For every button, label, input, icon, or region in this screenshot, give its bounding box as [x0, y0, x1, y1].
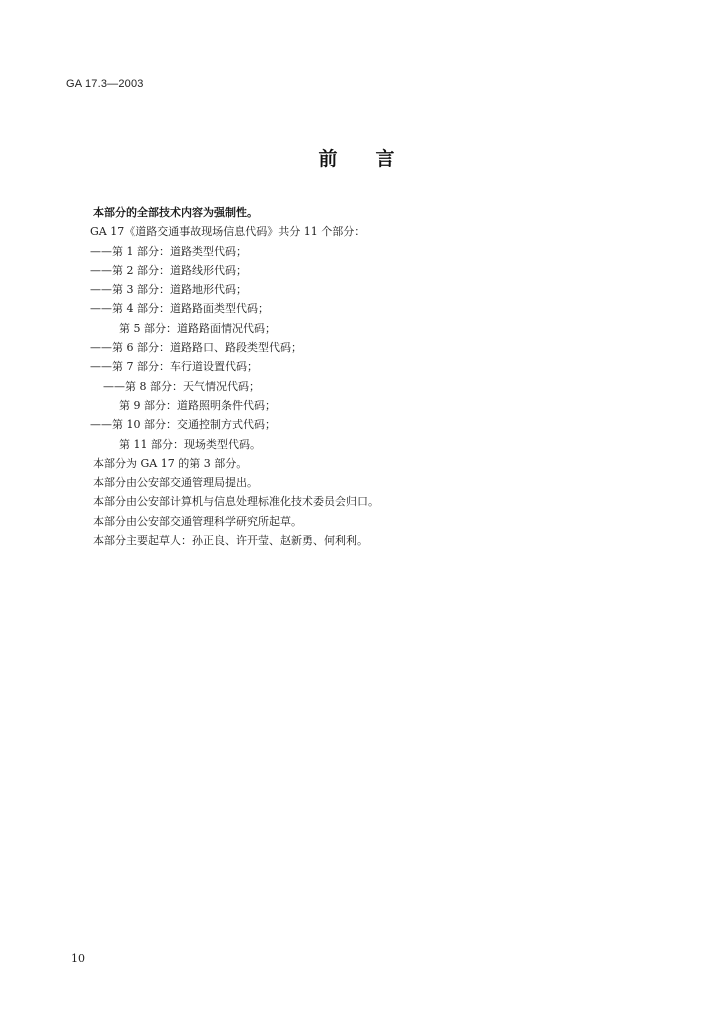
foreword-line: ——第 2 部分：道路线形代码； — [90, 263, 247, 277]
foreword-line: ——第 4 部分：道路路面类型代码； — [90, 302, 269, 316]
foreword-line: 本部分主要起草人：孙正良、许开莹、赵新勇、何利利。 — [93, 534, 368, 548]
foreword-body — [0, 203, 713, 550]
page-title: 前言 — [318, 148, 433, 170]
foreword-line: 第 5 部分：道路路面情况代码； — [119, 321, 276, 335]
foreword-line: ——第 8 部分：天气情况代码； — [103, 379, 260, 393]
standard-code: GA 17.3—2003 — [66, 78, 144, 90]
foreword-line: ——第 1 部分：道路类型代码； — [90, 244, 247, 258]
foreword-line: 本部分由公安部计算机与信息处理标准化技术委员会归口。 — [93, 495, 379, 509]
foreword-line: ——第 3 部分：道路地形代码； — [90, 283, 247, 297]
foreword-line: 第 9 部分：道路照明条件代码； — [119, 398, 276, 412]
foreword-line: ——第 6 部分：道路路口、路段类型代码； — [90, 341, 302, 355]
foreword-line: 本部分为 GA 17 的第 3 部分。 — [93, 456, 248, 470]
foreword-line: ——第 7 部分：车行道设置代码； — [90, 360, 258, 374]
foreword-line: 本部分的全部技术内容为强制性。 — [93, 206, 258, 219]
page-number: 10 — [71, 952, 85, 965]
foreword-line: GA 17《道路交通事故现场信息代码》共分 11 个部分： — [90, 225, 366, 239]
foreword-line: ——第 10 部分：交通控制方式代码； — [90, 418, 276, 432]
foreword-line: 本部分由公安部交通管理科学研究所起草。 — [93, 514, 302, 528]
foreword-line: 第 11 部分：现场类型代码。 — [119, 437, 261, 451]
foreword-line: 本部分由公安部交通管理局提出。 — [93, 476, 258, 490]
